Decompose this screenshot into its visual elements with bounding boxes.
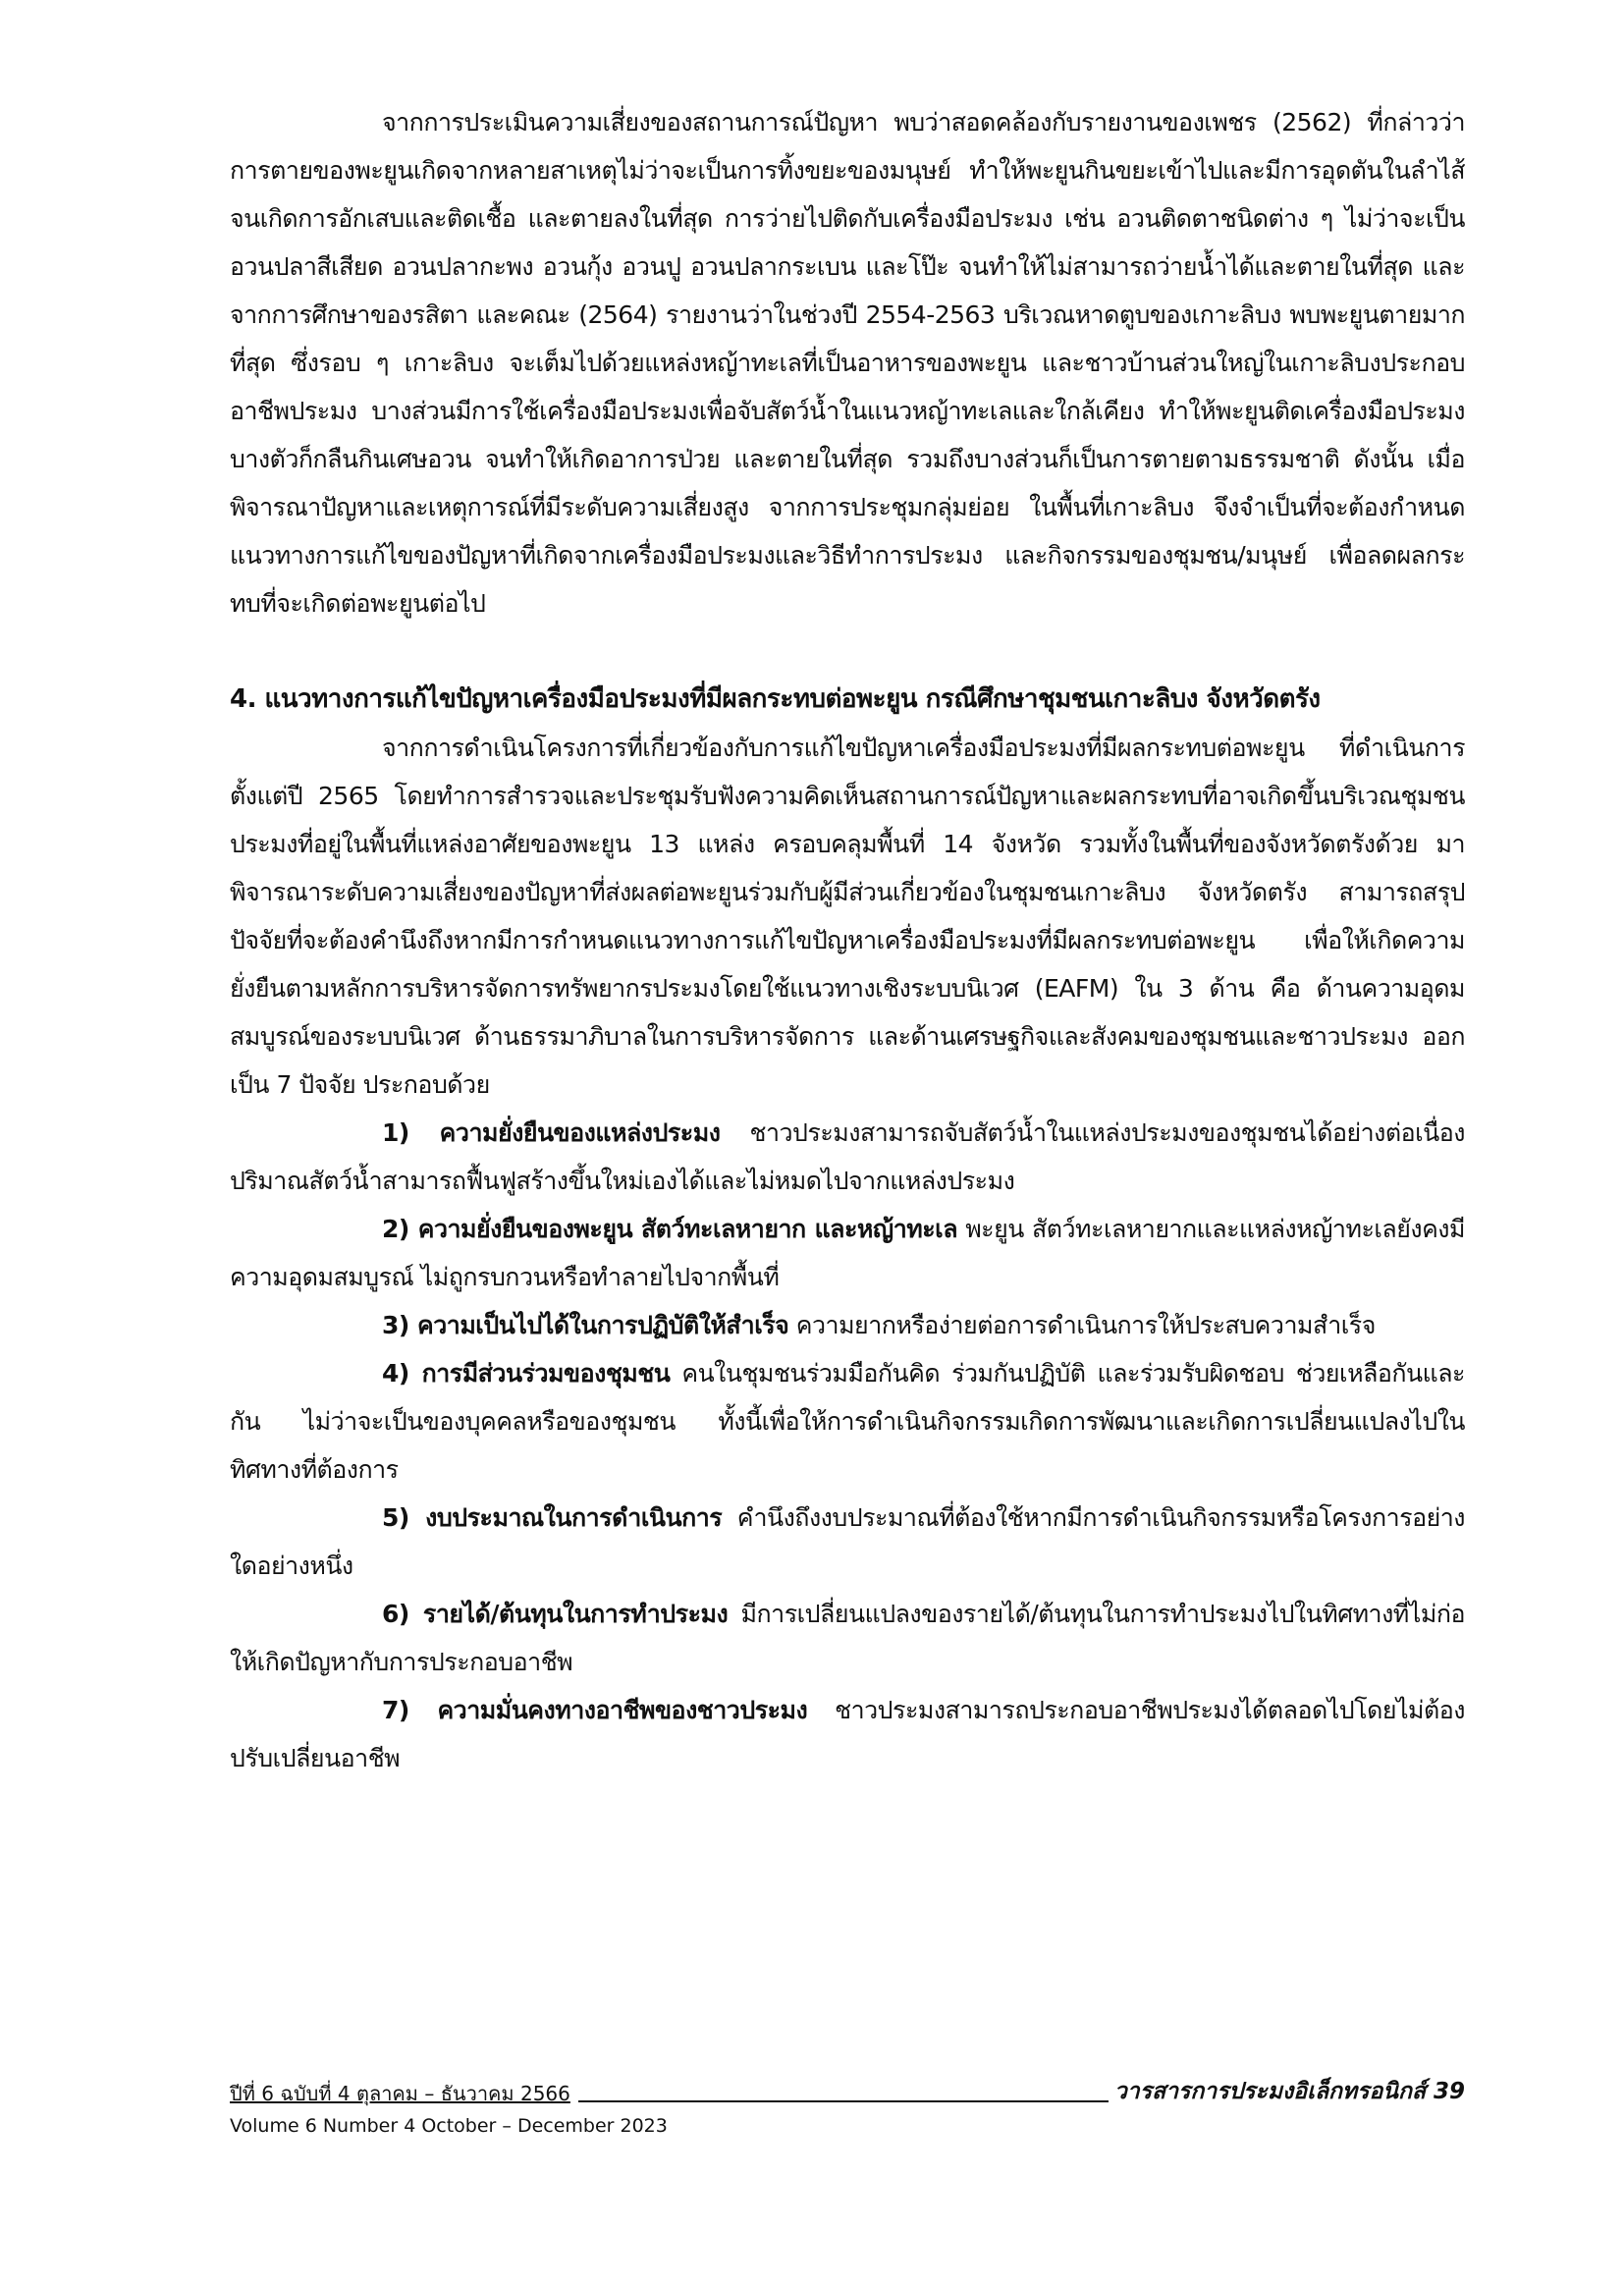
- footer-row: [230, 2074, 1465, 2109]
- factor-item: [230, 1494, 1465, 1590]
- factor-item: [230, 1349, 1465, 1494]
- factor-item: [230, 1109, 1465, 1205]
- factor-title: 6) รายได้/ต้นทุนในการทำประมง: [382, 1600, 729, 1628]
- page-footer: [230, 2074, 1465, 2137]
- factor-item: [230, 1590, 1465, 1686]
- factor-text: พะยูน สัตว์ทะเลหายากและแหล่งหญ้าทะเลยังคงมีความอุดมสมบูรณ์ ไม่ถูกรบกวนหรือทำลายไปจากพื้นที่: [230, 1215, 1465, 1291]
- factor-title: 2) ความยั่งยืนของพะยูน สัตว์ทะเลหายาก และหญ้าทะเล: [382, 1215, 958, 1243]
- footer-issue-thai: ปีที่ 6 ฉบับที่ 4 ตุลาคม – ธันวาคม 2566: [230, 2082, 570, 2105]
- factor-list: [230, 1109, 1465, 1782]
- factor-title: 4) การมีส่วนร่วมของชุมชน: [382, 1359, 671, 1388]
- footer-journal-page: วารสารการประมงอิเล็กทรอนิกส์ 39: [1113, 2079, 1465, 2104]
- body-paragraph: จากการประเมินความเสี่ยงของสถานการณ์ปัญหา พบว่าสอดคล้องกับรายงานของเพชร (2562) ที่กล่าวว่า การตายของพะยูนเกิดจากหลายสาเหตุไม่ว่าจะเป็นการทิ้งขยะของมนุษย์ ทำให้พะยูนกินขยะเข้าไปและมีการอุดตันในลำไส้จนเกิดการอักเสบและติดเชื้อ และตายลงในที่สุด การว่ายไปติดกับเครื่องมือประมง เช่น อวนติดตาชนิดต่าง ๆ ไม่ว่าจะเป็นอวนปลาสีเสียด อวนปลากะพง อวนกุ้ง อวนปู อวนปลากระเบน และโป๊ะ จนทำให้ไม่สามารถว่ายน้ำได้และตายในที่สุด และจากการศึกษาของรสิตา และคณะ (2564) รายงานว่าในช่วงปี 2554-2563 บริเวณหาดตูบของเกาะลิบง พบพะยูนตายมากที่สุด ซึ่งรอบ ๆ เกาะลิบง จะเต็มไปด้วยแหล่งหญ้าทะเลที่เป็นอาหารของพะยูน และชาวบ้านส่วนใหญ่ในเกาะลิบงประกอบอาชีพประมง บางส่วนมีการใช้เครื่องมือประมงเพื่อจับสัตว์น้ำในแนวหญ้าทะเลและใกล้เคียง ทำให้พะยูนติดเครื่องมือประมง บางตัวก็กลืนกินเศษอวน จนทำให้เกิดอาการป่วย และตายในที่สุด รวมถึงบางส่วนก็เป็นการตายตามธรรมชาติ ดังนั้น เมื่อพิจารณาปัญหาและเหตุการณ์ที่มีระดับความเสี่ยงสูง จากการประชุมกลุ่มย่อย ในพื้นที่เกาะลิบง จึงจำเป็นที่จะต้องกำหนดแนวทางการแก้ไขของปัญหาที่เกิดจากเครื่องมือประมงและวิธีทำการประมง และกิจกรรมของชุมชน/มนุษย์ เพื่อลดผลกระทบที่จะเกิดต่อพะยูนต่อไป: [230, 108, 1465, 618]
- factor-title: 1) ความยั่งยืนของแหล่งประมง: [382, 1118, 721, 1147]
- page-body: [230, 98, 1465, 1782]
- footer-issue-english: Volume 6 Number 4 October – December 2023: [230, 2115, 668, 2137]
- section-heading: 4. แนวทางการแก้ไขปัญหาเครื่องมือประมงที่มีผลกระทบต่อพะยูน กรณีศึกษาชุมชนเกาะลิบง จังหวัดตรัง: [230, 684, 1321, 714]
- factor-title: 7) ความมั่นคงทางอาชีพของชาวประมง: [382, 1696, 808, 1724]
- factor-item: [230, 1686, 1465, 1782]
- factor-text: ชาวประมงสามารถจับสัตว์น้ำในแหล่งประมงของชุมชนได้อย่างต่อเนื่อง ปริมาณสัตว์น้ำสามารถฟื้นฟูสร้างขึ้นใหม่เองได้และไม่หมดไปจากแหล่งประมง: [230, 1118, 1465, 1195]
- factor-item: [230, 1205, 1465, 1301]
- factor-text: คำนึงถึงงบประมาณที่ต้องใช้หากมีการดำเนินกิจกรรมหรือโครงการอย่างใดอย่างหนึ่ง: [230, 1503, 1465, 1580]
- body-paragraph: จากการดำเนินโครงการที่เกี่ยวข้องกับการแก้ไขปัญหาเครื่องมือประมงที่มีผลกระทบต่อพะยูน ที่ดำเนินการตั้งแต่ปี 2565 โดยทำการสำรวจและประชุมรับฟังความคิดเห็นสถานการณ์ปัญหาและผลกระทบที่อาจเกิดขึ้นบริเวณชุมชนประมงที่อยู่ในพื้นที่แหล่งอาศัยของพะยูน 13 แหล่ง ครอบคลุมพื้นที่ 14 จังหวัด รวมทั้งในพื้นที่ของจังหวัดตรังด้วย มาพิจารณาระดับความเสี่ยงของปัญหาที่ส่งผลต่อพะยูนร่วมกับผู้มีส่วนเกี่ยวข้องในชุมชนเกาะลิบง จังหวัดตรัง สามารถสรุปปัจจัยที่จะต้องคำนึงถึงหากมีการกำหนดแนวทางการแก้ไขปัญหาเครื่องมือประมงที่มีผลกระทบต่อพะยูน เพื่อให้เกิดความยั่งยืนตามหลักการบริหารจัดการทรัพยากรประมงโดยใช้แนวทางเชิงระบบนิเวศ (EAFM) ใน 3 ด้าน คือ ด้านความอุดมสมบูรณ์ของระบบนิเวศ ด้านธรรมาภิบาลในการบริหารจัดการ และด้านเศรษฐกิจและสังคมของชุมชนและชาวประมง ออกเป็น 7 ปัจจัย ประกอบด้วย: [230, 734, 1465, 1099]
- factor-item: [230, 1301, 1465, 1349]
- factor-title: 3) ความเป็นไปได้ในการปฏิบัติให้สำเร็จ: [382, 1311, 789, 1339]
- factor-text: มีการเปลี่ยนแปลงของรายได้/ต้นทุนในการทำประมงไปในทิศทางที่ไม่ก่อให้เกิดปัญหากับการประกอบอาชีพ: [230, 1600, 1465, 1676]
- factor-text: ชาวประมงสามารถประกอบอาชีพประมงได้ตลอดไปโดยไม่ต้องปรับเปลี่ยนอาชีพ: [230, 1696, 1465, 1772]
- factor-title: 5) งบประมาณในการดำเนินการ: [382, 1503, 723, 1532]
- factor-text: คนในชุมชนร่วมมือกันคิด ร่วมกันปฏิบัติ และร่วมรับผิดชอบ ช่วยเหลือกันและกัน ไม่ว่าจะเป็นของบุคคลหรือของชุมชน ทั้งนี้เพื่อให้การดำเนินกิจกรรมเกิดการพัฒนาและเกิดการเปลี่ยนแปลงไปในทิศทางที่ต้องการ: [230, 1359, 1465, 1484]
- factor-text: ความยากหรือง่ายต่อการดำเนินการให้ประสบความสำเร็จ: [788, 1311, 1376, 1339]
- footer-divider: [578, 2100, 1109, 2102]
